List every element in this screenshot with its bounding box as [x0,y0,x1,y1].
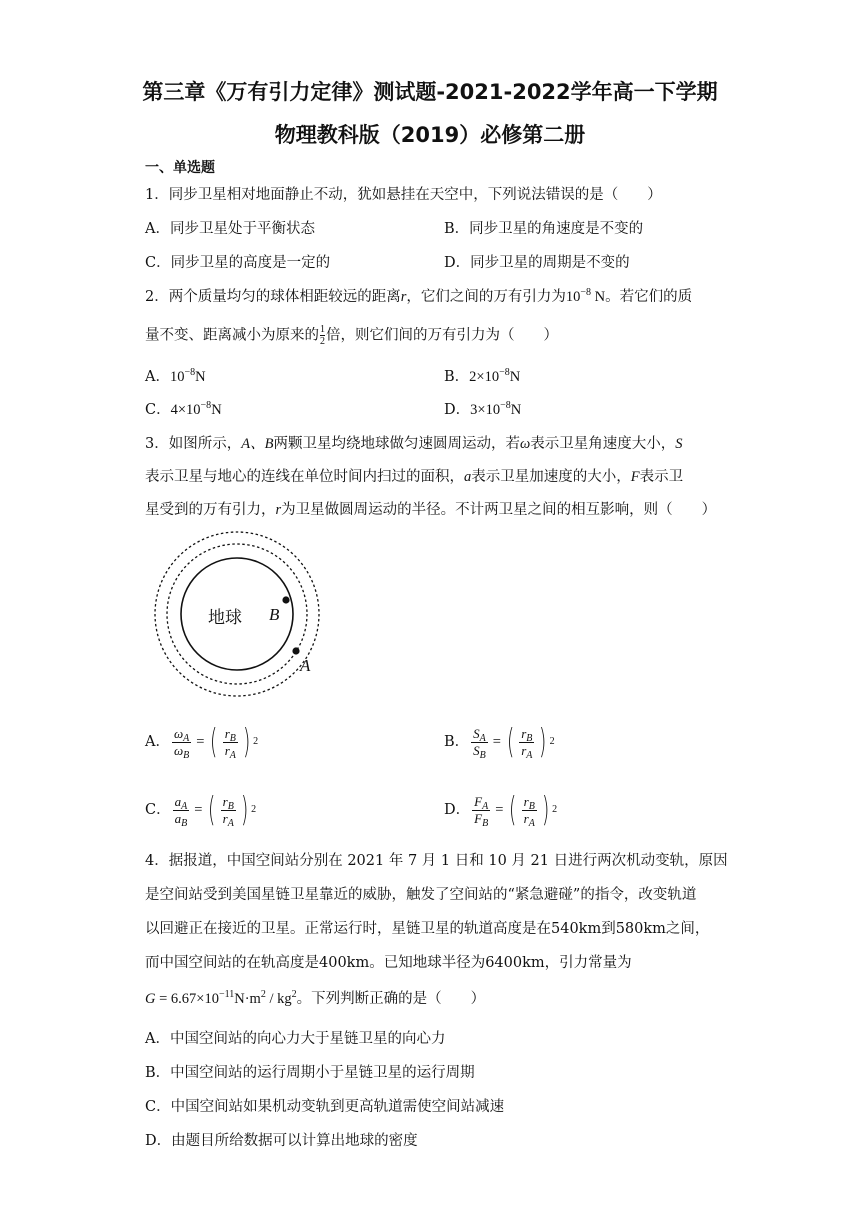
q2-stem-line1: 2．两个质量均匀的球体相距较远的距离r，它们之间的万有引力为$10^{-8}$ N。若它们的质 [145,287,693,305]
satellite-b-label: B [269,605,280,624]
q3-option-b: B． $\frac{S_A}{S_B}$ = ( $\frac{r_B}{r_A}$ ) 2 [444,722,555,762]
satellite-a-label: A [300,656,311,675]
q3-option-a: A． $\frac{\omega_A}{\omega_B}$ = ( $\frac{r_B}{r_A}$ ) 2 [145,722,259,762]
q3-option-d: D． $\frac{F_A}{F_B}$ = ( $\frac{r_B}{r_A}$ ) 2 [444,790,558,830]
q4-stem-line2: 是空间站受到美国星链卫星靠近的威胁，触发了空间站的“紧急避碰”的指令，改变轨道 [145,887,697,903]
q4-option-d: D．由题目所给数据可以计算出地球的密度 [145,1133,418,1149]
q1-option-d: D．同步卫星的周期是不变的 [444,255,630,271]
q2-stem-line2: 量不变、距离减小为原来的 $\frac{1}{2}$ 倍，则它们间的万有引力为（ ） [145,324,558,347]
doc-title-line2: 物理教科版（2019）必修第二册 [274,123,586,147]
q3-option-c: C． $\frac{a_A}{a_B}$ = ( $\frac{r_B}{r_A}$ ) 2 [145,790,257,830]
orbit-diagram [140,530,340,700]
q4-stem-line5: $G = 6.67\times 10^{-11}N\cdot m^2 / kg^2$。下列判断正确的是（ ） [145,989,486,1007]
q2-option-d: D．$3\times 10^{-8}N$ [444,400,522,418]
q3-stem-line2: 表示卫星与地心的连线在单位时间内扫过的面积，a表示卫星加速度的大小，F表示卫 [145,469,684,485]
section-heading: 一、单选题 [145,160,215,176]
doc-title-line1: 第三章《万有引力定律》测试题-2021-2022学年高一下学期 [142,80,718,104]
q4-stem-line3: 以回避正在接近的卫星。正常运行时，星链卫星的轨道高度是在540km到580km之间， [145,921,710,937]
q4-stem-line1: 4．据报道，中国空间站分别在 2021 年 7 月 1 日和 10 月 21 日进行两次机动变轨，原因 [145,853,728,869]
q3-stem-line1: 3．如图所示，A、B两颗卫星均绕地球做匀速圆周运动，若ω表示卫星角速度大小，S [145,436,683,452]
q4-option-a: A．中国空间站的向心力大于星链卫星的向心力 [145,1031,446,1047]
satellite-a [292,647,299,654]
q2-option-c: C．$4\times 10^{-8}N$ [145,400,222,418]
q1-option-b: B．同步卫星的角速度是不变的 [444,221,644,237]
one-half-fraction: $\frac{1}{2}$ [320,324,325,347]
q4-stem-line4: 而中国空间站的在轨高度是400km。已知地球半径为6400km，引力常量为 [145,955,632,971]
q4-option-c: C．中国空间站如果机动变轨到更高轨道需使空间站减速 [145,1099,505,1115]
q4-option-b: B．中国空间站的运行周期小于星链卫星的运行周期 [145,1065,475,1081]
q1-stem: 1．同步卫星相对地面静止不动，犹如悬挂在天空中，下列说法错误的是（ ） [145,187,662,203]
earth-label: 地球 [208,608,242,628]
q2-option-a: A．$10^{-8}N$ [145,367,206,385]
satellite-b [282,596,289,603]
q3-stem-line3: 星受到的万有引力，r为卫星做圆周运动的半径。不计两卫星之间的相互影响，则（ ） [145,502,717,518]
q2-option-b: B．$2\times 10^{-8}N$ [444,367,521,385]
q1-option-c: C．同步卫星的高度是一定的 [145,255,331,271]
q1-option-a: A．同步卫星处于平衡状态 [145,221,315,237]
